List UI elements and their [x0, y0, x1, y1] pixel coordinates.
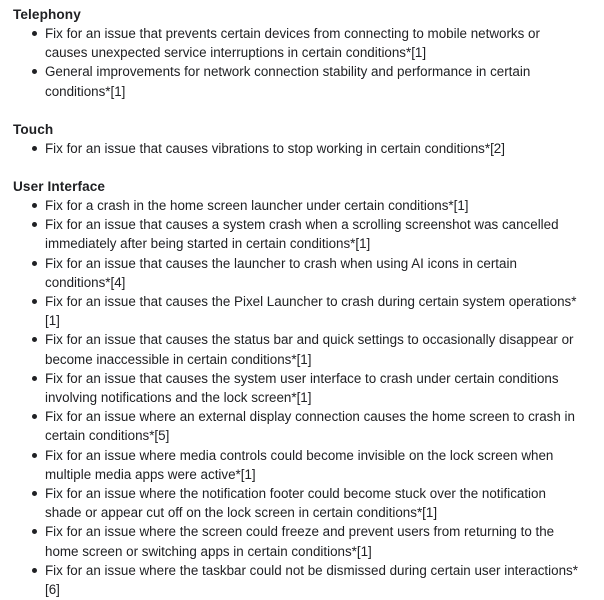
list-item-text: Fix for an issue where the notification footer could become stuck over the notification shade or appear cut off on the lock screen in certain conditions*[1] [45, 486, 546, 521]
bullet-icon [32, 31, 37, 36]
bullet-icon [32, 337, 37, 342]
bullet-icon [32, 376, 37, 381]
bullet-icon [32, 491, 37, 496]
section-title: Telephony [13, 7, 81, 22]
list-item-text: General improvements for network connection stability and performance in certain conditions*[1] [45, 64, 531, 99]
list-item-text: Fix for an issue that causes the Pixel Launcher to crash during certain system operations*[1] [45, 294, 577, 329]
section-telephony [13, 5, 604, 101]
list-item [13, 561, 581, 599]
list-item-text: Fix for an issue that causes the status bar and quick settings to occasionally disappear or become inaccessible in certain conditions*[1] [45, 332, 574, 367]
list-item [13, 330, 581, 368]
bullet-icon [32, 261, 37, 266]
bullet-icon [32, 414, 37, 419]
bullet-icon [32, 69, 37, 74]
bullet-icon [32, 299, 37, 304]
item-list [13, 139, 604, 158]
section-touch [13, 120, 604, 158]
list-item [13, 407, 581, 445]
list-item [13, 522, 581, 560]
bullet-icon [32, 146, 37, 151]
list-item [13, 254, 581, 292]
list-item-text: Fix for an issue that causes the launcher to crash when using AI icons in certain conditions*[4] [45, 255, 517, 290]
list-item [13, 62, 581, 100]
bullet-icon [32, 529, 37, 534]
bullet-icon [32, 222, 37, 227]
list-item-text: Fix for an issue where an external display connection causes the home screen to crash in certain conditions*[5] [45, 409, 575, 444]
list-item [13, 196, 581, 215]
list-item [13, 446, 581, 484]
list-item-text: Fix for an issue where the taskbar could not be dismissed during certain user interactions*[6] [45, 562, 578, 598]
list-item-text: Fix for an issue where media controls could become invisible on the lock screen when multiple media apps were active*[1] [45, 447, 554, 482]
bullet-icon [32, 203, 37, 208]
bullet-icon [32, 453, 37, 458]
list-item [13, 484, 581, 522]
list-item [13, 292, 581, 330]
list-item-text: Fix for an issue that causes a system crash when a scrolling screenshot was cancelled immediately after being started in certain conditions*[1] [45, 217, 559, 252]
section-title: User Interface [13, 179, 106, 195]
list-item [13, 24, 581, 62]
list-item-text: Fix for an issue where the screen could freeze and prevent users from returning to the home screen or switching apps in certain conditions*[1] [45, 524, 555, 559]
list-item [13, 139, 581, 158]
list-item-text: Fix for a crash in the home screen launcher under certain conditions*[1] [45, 198, 469, 214]
section-user-interface [13, 177, 604, 599]
item-list [13, 196, 604, 599]
item-list [13, 24, 604, 101]
bullet-icon [32, 568, 37, 573]
list-item-text: Fix for an issue that causes the system user interface to crash under certain conditions involving notifications and the lock screen*[1] [45, 370, 559, 406]
list-item [13, 369, 581, 407]
list-item-text: Fix for an issue that prevents certain devices from connecting to mobile networks or causes unexpected service interruptions in certain conditions*[1] [45, 26, 540, 61]
list-item-text: Fix for an issue that causes vibrations to stop working in certain conditions*[2] [45, 140, 505, 156]
list-item [13, 215, 581, 253]
section-title: Touch [13, 121, 54, 137]
